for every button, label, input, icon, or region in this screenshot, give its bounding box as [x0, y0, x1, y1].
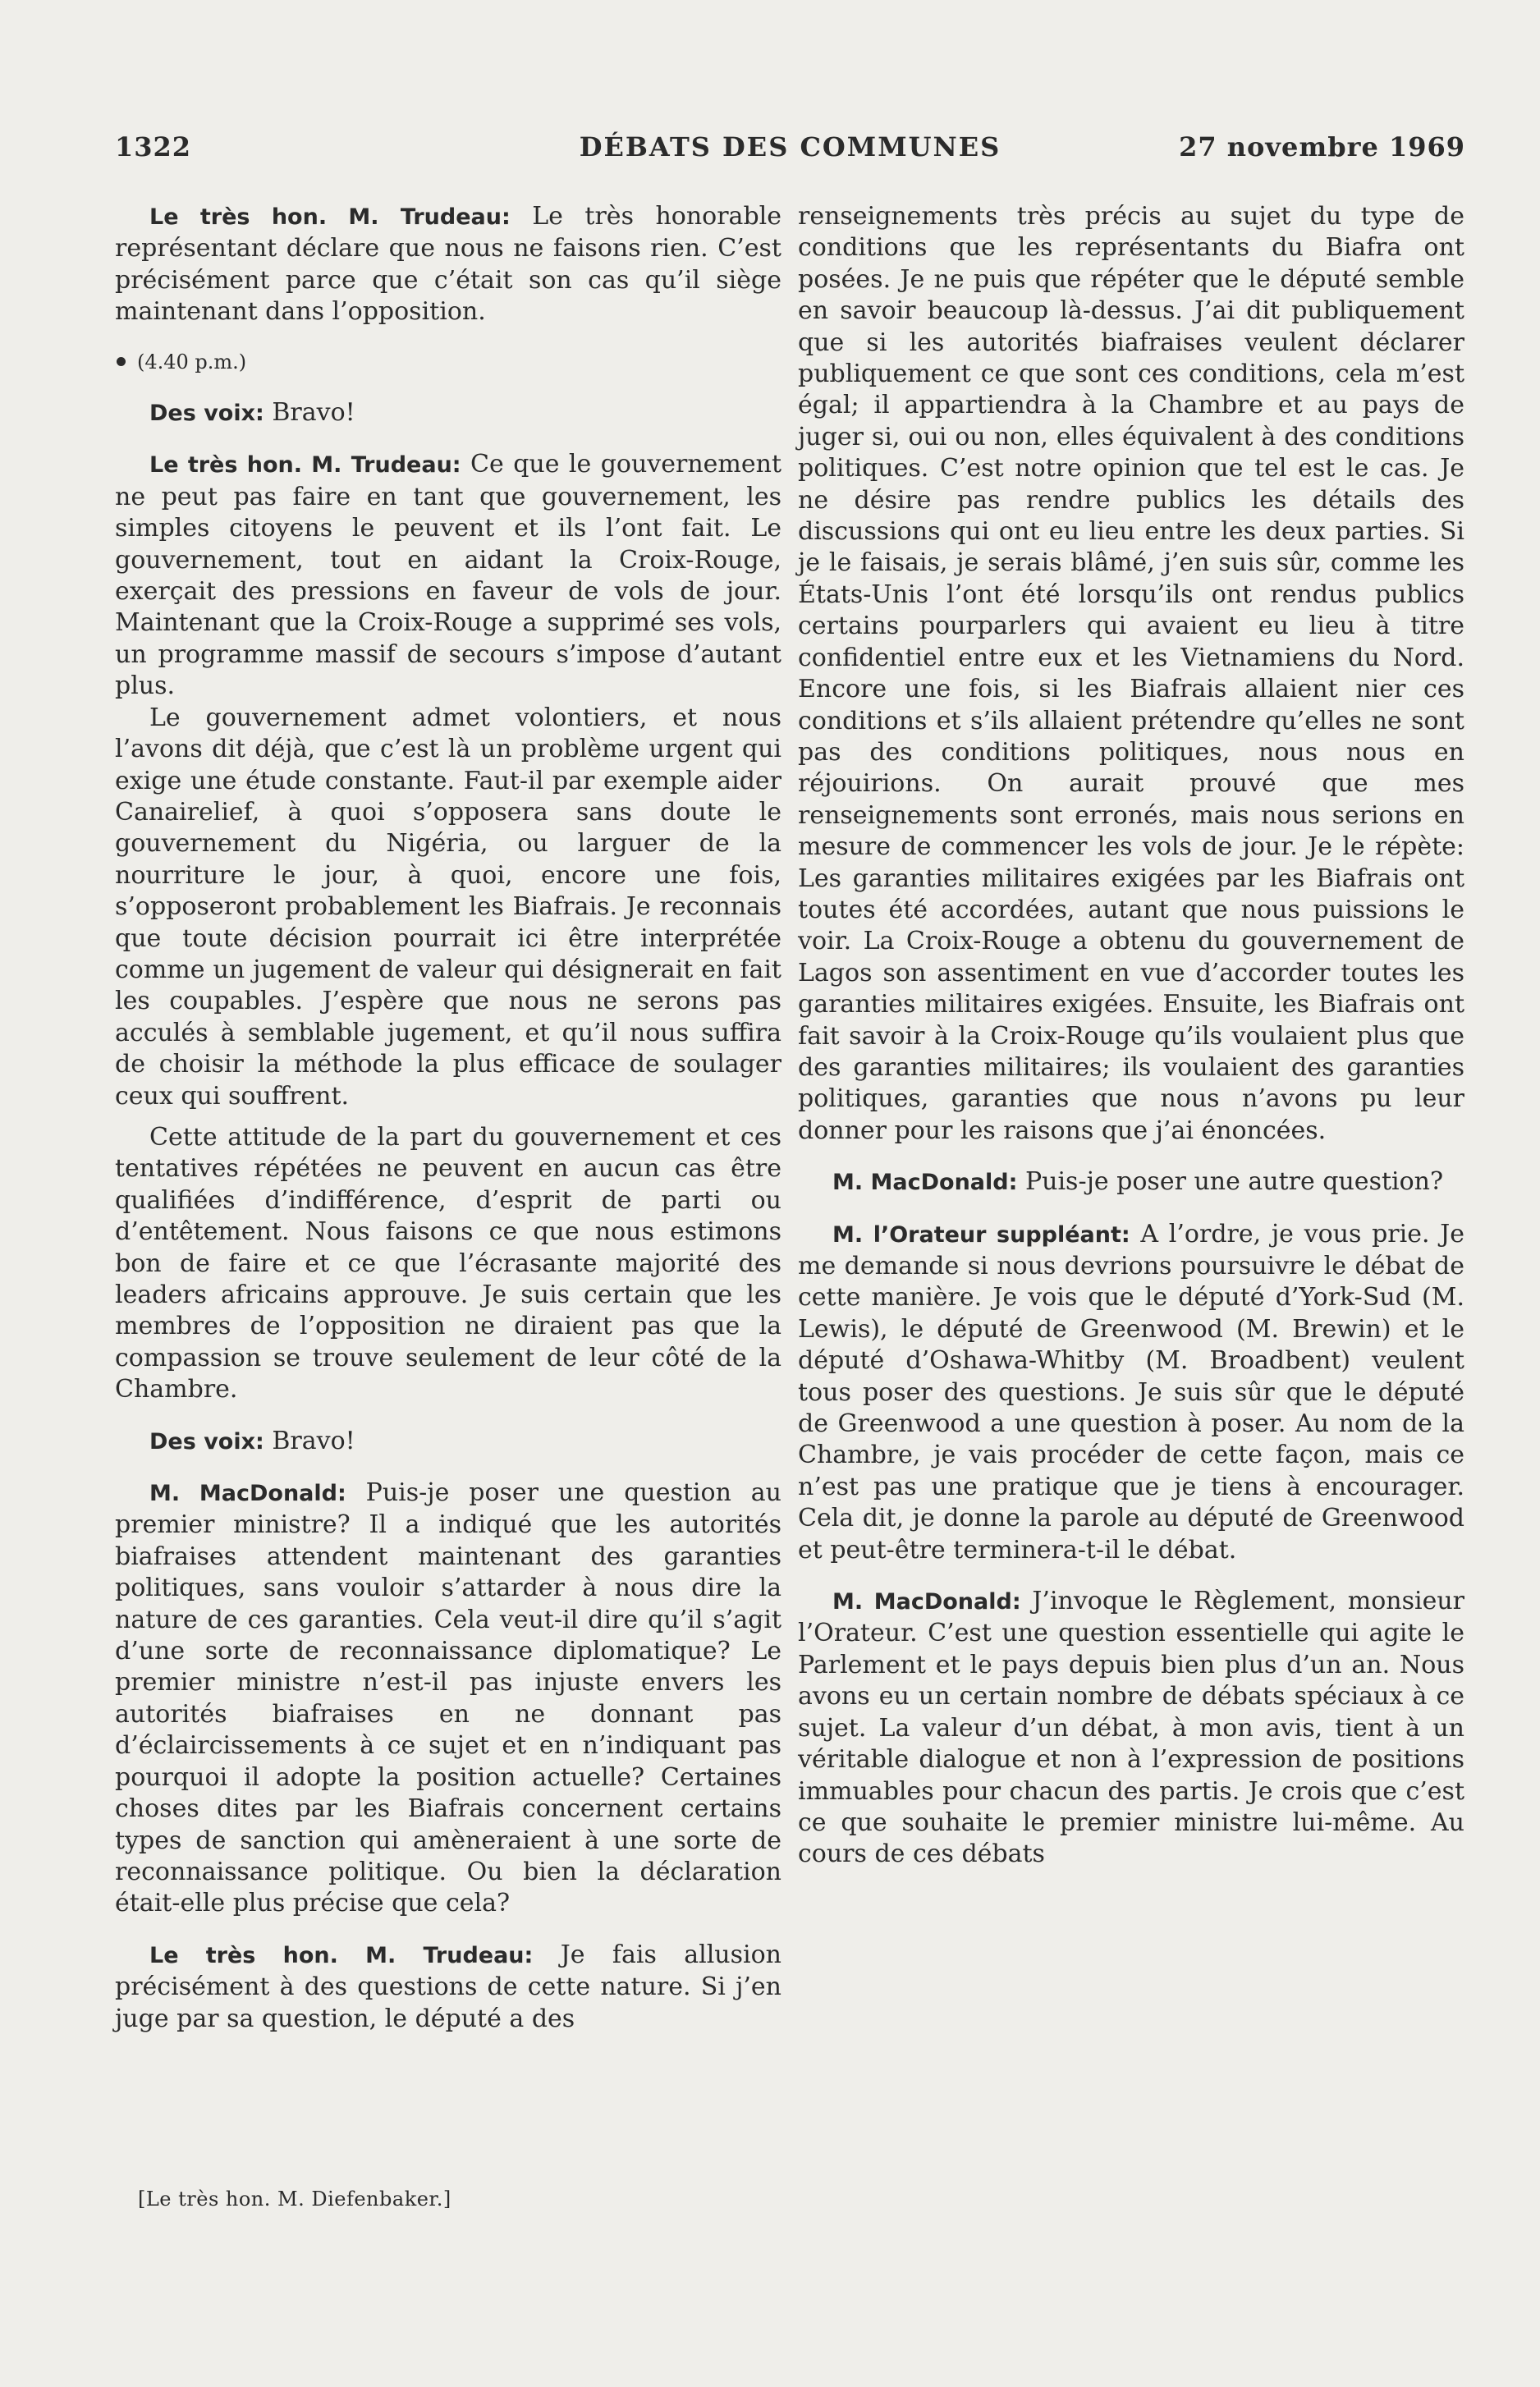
paragraph — [798, 201, 1464, 1147]
time-marker: (4.40 p.m.) — [115, 346, 781, 378]
speech-text: Puis-je poser une question au premier ministre? Il a indiqué que les autorités biafraises attendent maintenant des garanties politiques, sans vouloir s’attarder à nous dire la nature de ces garanties. Cela veut-il dire qu’il s’agit d’une sorte de reconnaissance diplomatique? Le premier ministre n’est-il pas injuste envers les autorités biafraises en ne donnant pas d’éclaircissements à ce sujet et en n’indiquant pas pourquoi il adopte la position actuelle? Certaines choses dites par les Biafrais concernent certains types de sanction qui amèneraient à une sorte de reconnaissance politique. Ou bien la déclaration était-elle plus précise que cela? — [115, 1478, 781, 1918]
paragraph — [115, 703, 781, 1112]
speaker-name: M. MacDonald: — [832, 1589, 1021, 1615]
paragraph — [798, 1166, 1464, 1198]
speech-text: J’invoque le Règlement, monsieur l’Orateur. C’est une question essentielle qui agite le Parlement et le pays depuis bien plus d’un an. Nous avons eu un certain nombre de débats spéciaux à ce sujet. La valeur d’un débat, à mon avis, tient à un véritable dialogue et non à l’expression de positions immuables pour chacun des partis. Je crois que c’est ce que souhaite le premier ministre lui-même. Au cours de ces débats — [798, 1587, 1464, 1869]
paragraph — [115, 201, 781, 328]
paragraph — [115, 1122, 781, 1406]
speech-text: Ce que le gouvernement ne peut pas faire en tant que gouvernement, les simples citoyens le peuvent et ils l’ont fait. Le gouvernement, tout en aidant la Croix-Rouge, exerçait des pressions en faveur de vols de jour. Maintenant que la Croix-Rouge a supprimé ses vols, un programme massif de secours s’impose d’autant plus. — [115, 450, 782, 701]
page-header — [115, 131, 1465, 181]
paragraph — [115, 1478, 781, 1920]
speaker-name: Le très hon. M. Trudeau: — [149, 452, 461, 479]
speaker-name: Des voix: — [149, 401, 264, 427]
bullet-icon — [117, 357, 126, 366]
speaker-name: M. MacDonald: — [832, 1170, 1018, 1196]
speech-text: renseignements très précis au sujet du type de conditions que les représentants du Biafra ont posées. Je ne puis que répéter que le député semble en savoir beaucoup là-dessus. J’ai dit publiquement que si les autorités biafraises veulent déclarer publiquement ce que sont ces conditions, cela m’est égal; il appartiendra à la Chambre et au pays de juger si, oui ou non, elles équivalent à des conditions politiques. C’est notre opinion que tel est le cas. Je ne désire pas rendre publics les détails des discussions qui ont eu lieu entre les deux parties. Si je le faisais, je serais blâmé, j’en suis sûr, comme les États-Unis l’ont été lorsqu’ils ont rendus publics certains pourparlers qui avaient eu lieu à titre confidentiel entre eux et les Vietnamiens du Nord. Encore une fois, si les Biafrais allaient nier ces conditions et s’ils allaient prétendre qu’elles ne sont pas des conditions politiques, nous nous en réjouirions. On aurait prouvé que mes renseignements sont erronés, mais nous serions en mesure de commencer les vols de jour. Je le répète: Les garanties militaires exigées par les Biafrais ont toutes été accordées, autant que nous puissions le voir. La Croix-Rouge a obtenu du gouvernement de Lagos son assentiment en vue d’accorder toutes les garanties militaires exigées. Ensuite, les Biafrais ont fait savoir à la Croix-Rouge qu’ils voulaient plus que des garanties militaires; ils voulaient des garanties politiques, garanties que nous n’avons pu leur donner pour les raisons que j’ai énoncées. — [798, 202, 1464, 1145]
speaker-name: Le très hon. M. Trudeau: — [149, 204, 511, 230]
page-title: DÉBATS DES COMMUNES — [579, 131, 1001, 163]
paragraph — [115, 1940, 781, 2035]
left-column — [115, 201, 781, 2035]
speech-text: Puis-je poser une autre question? — [1017, 1167, 1444, 1197]
paragraph — [115, 449, 781, 702]
speaker-name: Le très hon. M. Trudeau: — [149, 1942, 534, 1968]
speech-text: Le très honorable représentant déclare que nous ne faisons rien. C’est précisément parce que c’était son cas qu’il siège maintenant dans l’opposition. — [115, 202, 781, 327]
speaker-name: M. MacDonald: — [149, 1481, 346, 1507]
page-number: 1322 — [115, 131, 192, 163]
speech-text: Bravo! — [264, 1426, 355, 1455]
speech-text: A l’ordre, je vous prie. Je me demande si nous devrions poursuivre le débat de cette manière. Je vois que le député d’York-Sud (M. Lewis), le député de Greenwood (M. Brewin) et le député d’Oshawa-Whitby (M. Broadbent) veulent tous poser des questions. Je suis sûr que le député de Greenwood a une question à poser. Au nom de la Chambre, je vais procéder de cette façon, mais ce n’est pas une pratique que je tiens à encourager. Cela dit, je donne la parole au député de Greenwood et peut-être terminera-t-il le débat. — [798, 1219, 1464, 1565]
paragraph — [115, 1426, 781, 1458]
footer-note: [Le très hon. M. Diefenbaker.] — [138, 2188, 451, 2211]
paragraph — [115, 397, 781, 429]
speech-text: Le gouvernement admet volontiers, et nous l’avons dit déjà, que c’est là un problème urgent qui exige une étude constante. Faut-il par exemple aider Canairelief, à quoi s’opposera sans doute le gouvernement du Nigéria, ou larguer de la nourriture le jour, à quoi, encore une fois, s’opposeront probablement les Biafrais. Je reconnais que toute décision pourrait ici être interprétée comme un jugement de valeur qui désignerait en fait les coupables. J’espère que nous ne serons pas acculés à semblable jugement, et qu’il nous suffira de choisir la méthode la plus efficace de soulager ceux qui souffrent. — [115, 703, 781, 1111]
speech-text: Bravo! — [264, 398, 355, 428]
speech-text: Cette attitude de la part du gouvernement et ces tentatives répétées ne peuvent en aucun cas être qualifiées d’indifférence, d’esprit de parti ou d’entêtement. Nous faisons ce que nous estimons bon de faire et ce que l’écrasante majorité des leaders africains approuve. Je suis certain que les membres de l’opposition ne diraient pas que la compassion se trouve seulement de leur côté de la Chambre. — [115, 1122, 781, 1404]
right-column — [798, 201, 1464, 1871]
speaker-name: M. l’Orateur suppléant: — [832, 1221, 1130, 1248]
speaker-name: Des voix: — [149, 1428, 264, 1455]
paragraph — [798, 1219, 1464, 1566]
speech-text: Je fais allusion précisément à des questions de cette nature. Si j’en juge par sa question, le député a des — [115, 1940, 781, 2033]
page-date: 27 novembre 1969 — [1179, 131, 1465, 163]
paragraph — [798, 1586, 1464, 1871]
